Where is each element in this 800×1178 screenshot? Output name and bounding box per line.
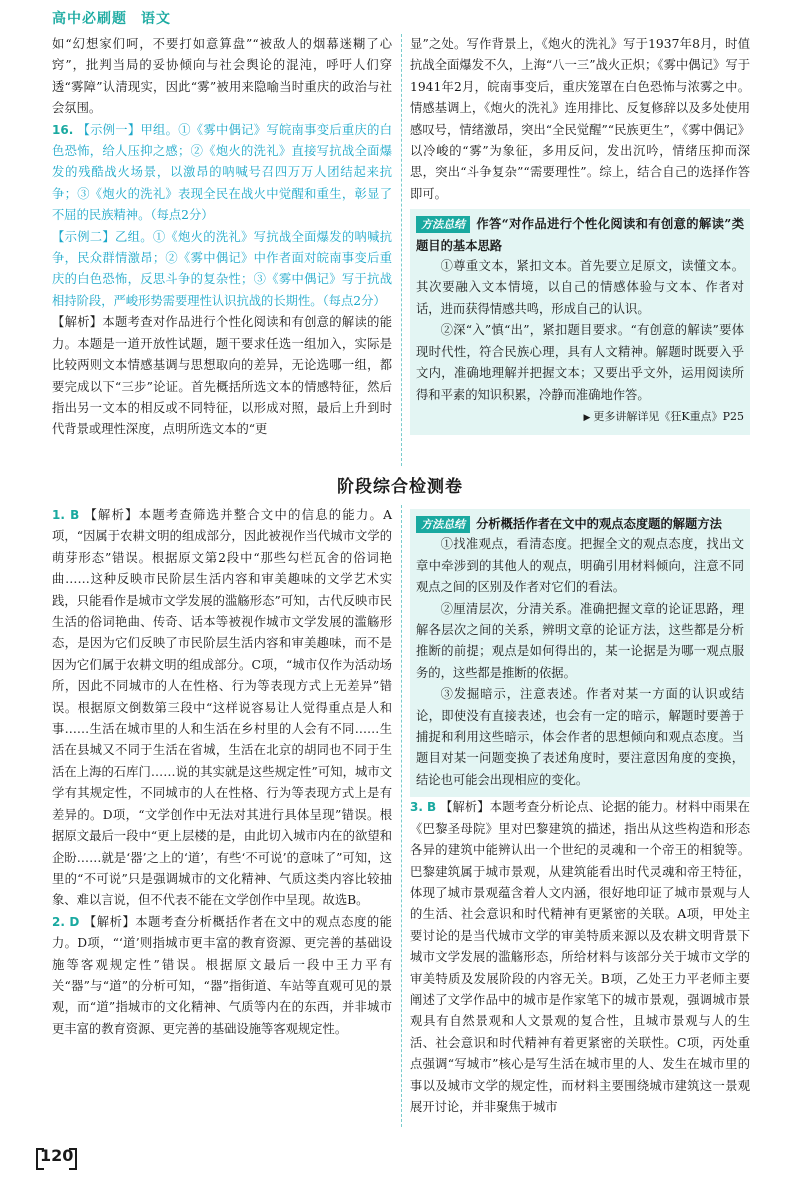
method-summary-box-bottom bbox=[410, 509, 750, 797]
method-point-b: ②厘清层次，分清关系。准确把握文章的论证思路，理解各层次之间的关系，辨明文章的论证方法，这些都是分析推断的前提；观点是如何得出的，某一论据是为哪一观点服务的，这些都是推断的依据。 bbox=[416, 601, 744, 680]
subject-title: 语文 bbox=[141, 11, 171, 27]
q16-number: 16. bbox=[52, 122, 74, 137]
q3-block bbox=[410, 797, 750, 1118]
method-summary-badge-2: 方法总结 bbox=[416, 516, 470, 533]
method-point-2: ②深“入”慎“出”，紧扣题目要求。“有创意的解读”要体现时代性，符合民族心理，具有人文精神。解题时既要入乎文内，准确地理解并把握文本；又要出乎文外，运用阅读所得和平素的知识积累，冷静而准确地作答。 bbox=[416, 323, 744, 402]
q1-block bbox=[52, 505, 392, 912]
method-summary-title: 作答“对作品进行个性化阅读和有创意的解读”类题目的基本思路 bbox=[416, 216, 744, 253]
method-summary-badge: 方法总结 bbox=[416, 216, 470, 233]
method-summary-heading-2 bbox=[416, 513, 744, 534]
q1-text: 【解析】本题考查筛选并整合文中的信息的能力。A项，“因属于农耕文明的组成部分，因此被视作当代城市文学的萌芽形态”错误。根据原文第2段中“那些勾栏瓦舍的俗词艳曲……这种反映市民阶层生活内容和审美趣味的文学艺术实践，只能看作是城市文学发展的滥觞形态”可知，古代反映市民生活的俗词艳曲、传奇、话本等被视作城市文学发展的滥觞形态，是因为它们反映了市民阶层生活内容和审美趣味，而不是因为它们属于农耕文明的组成部分。C项，“城市仅作为活动场所，因此不同城市的人在性格、行为等表现方式上无差异”错误。根据原文倒数第三段中“这样说容易让人觉得重点是人和事……生活在城市里的人和生活在乡村里的人会有不同……生活在县城又不同于生活在省城，生活在北京的胡同也不同于生活在上海的石库门……说的其实就是这些规定性”可知，城市文学有其规定性，不同城市的人在性格、行为等表现方式上是有差异的。D项，“文学创作中无法对其进行具体呈现”错误。根据原文最后一段中“更上层楼的是，由此切入城市内在的欲望和企盼……就是‘器’之上的‘道’，有些‘不可说’的意味了”可知，这里的“不可说”只是强调城市的文化精神、气质这类内容比较抽象、难以言说，但不代表不能在文学创作中呈现。故选B。 bbox=[52, 508, 392, 908]
method-summary-title-2: 分析概括作者在文中的观点态度题的解题方法 bbox=[476, 516, 722, 531]
method-point-a: ①找准观点，看清态度。把握全文的观点态度，找出文章中牵涉到的其他人的观点，明确引用材料倾向，注意不同观点之间的区别及作者对它们的看法。 bbox=[416, 537, 744, 595]
q16-analysis: 【解析】本题考查对作品进行个性化阅读和有创意的解读的能力。本题是一道开放性试题，题干要求任选一组加入，实际是比较两则文本情感基调与思想取向的差异，无论选哪一组，都要完成以下“三步”论证。首先概括所选文本的情感特征，然后指出另一文本的相反或不同特征，以形成对照，最后上升到时代背景或理性深度，点明所选文本的“更 bbox=[52, 315, 392, 437]
bottom-left-column bbox=[52, 505, 392, 1040]
reference-text: 更多讲解详见《狂K重点》P25 bbox=[593, 409, 744, 423]
method-summary-box-top bbox=[410, 209, 750, 435]
top-right-column bbox=[410, 34, 750, 435]
page-number: 120 bbox=[40, 1146, 74, 1165]
q16-example-one-text: 【示例一】甲组。①《雾中偶记》写皖南事变后重庆的白色恐怖，给人压抑之感；②《炮火的洗礼》直接写抗战全面爆发的残酷战火场景，以激昂的呐喊号召四万万人团结起来抗争；③《炮火的洗礼》表现全民在战火中觉醒和重生，彰显了不屈的民族精神。（每点2分） bbox=[52, 122, 392, 223]
q1-answer: B bbox=[70, 508, 80, 522]
q16-example-two: 【示例二】乙组。①《炮火的洗礼》写抗战全面爆发的呐喊抗争，民众群情激昂；②《雾中偶记》中作者面对皖南事变后重庆的白色恐怖，反思斗争的复杂性；③《雾中偶记》写于抗战相持阶段，严峻形势需要理性认识抗战的长期性。（每点2分） bbox=[52, 229, 392, 308]
section-title: 阶段综合检测卷 bbox=[337, 477, 463, 497]
q2-answer: D bbox=[69, 914, 80, 929]
column-divider-bottom bbox=[401, 505, 402, 1127]
method-point-1: ①尊重文本，紧扣文本。首先要立足原文，读懂文本。其次要融入文本情境，以自己的情感体验与文本、作者对话，进而获得情感共鸣，形成自己的认识。 bbox=[416, 259, 744, 316]
top-left-column bbox=[52, 34, 392, 441]
q1-number: 1. bbox=[52, 508, 65, 522]
q16-example-one bbox=[52, 120, 392, 227]
q3-text: 【解析】本题考查分析论点、论据的能力。材料中雨果在《巴黎圣母院》里对巴黎建筑的描述，指出从这些构造和形态各异的建筑中能辨认出一个世纪的灵魂和一个帝王的相貌等。巴黎建筑属于城市景观，从建筑能看出时代灵魂和帝王特征，体现了城市景观蕴含着人文内涵，很好地印证了城市景观与人的生活、社会意识和时代精神有更紧密的关联。A项，甲处主要讨论的是当代城市文学的审美特质来源以及农耕文明背景下城市文学发展的滥觞形态，所给材料与该部分关于城市文学的审美特质及发展阶段的内容无关。B项，乙处王力平老师主要阐述了文学作品中的城市是作家笔下的城市景观，强调城市景观具有自然景观和人文景观的复合性，且城市景观与人的生活、社会意识和时代精神有着更紧密的关联性。C项，丙处重点强调“写城市”核心是写生活在城市里的人、发生在城市里的事以及城市文学的规定性，而材料主要围绕城市建筑这一景观展开讨论，并非聚焦于城市 bbox=[410, 800, 750, 1114]
method-point-c: ③发掘暗示，注意表述。作者对某一方面的认识或结论，即使没有直接表述，也会有一定的暗示，解题时要善于捕捉和利用这些暗示，体会作者的思想倾向和观点态度。当题目对某一问题变换了表述角度时，要注意因角度的变换，结论也可能会出现相应的变化。 bbox=[416, 687, 744, 787]
q2-text: 【解析】本题考查分析概括作者在文中的观点态度的能力。D项，“‘道’则指城市更丰富的教育资源、更完善的基础设施等客观规定性”错误。根据原文最后一段中王力平有关“器”与“道”的分析可知，“器”指街道、车站等直观可见的景观，而“道”指城市的文化精神、气质等内在的东西，并非城市更丰富的教育资源、更完善的基础设施等客观规定性。 bbox=[52, 914, 392, 1036]
intro-paragraph: 如“幻想家们呵，不要打如意算盘”“被敌人的烟幕迷糊了心窍”，批判当局的妥协倾向与社会舆论的混沌，呼吁人们穿透“雾障”认清现实，因此“雾”被用来隐喻当时重庆的政治与社会氛围。 bbox=[52, 37, 392, 116]
q2-number: 2. bbox=[52, 914, 65, 929]
continuation-paragraph: 显”之处。写作背景上，《炮火的洗礼》写于1937年8月，时值抗战全面爆发不久，上海“八一三”战火正炽；《雾中偶记》写于1941年2月，皖南事变后，重庆笼罩在白色恐怖与浓雾之中。情感基调上，《炮火的洗礼》连用排比、反复修辞以及多处使用感叹号，情绪激昂，突出“全民觉醒”“民族更生”，《雾中偶记》以冷峻的“雾”为象征，多用反问，发出沉吟，情绪压抑而深思，突出“斗争复杂”“需要理性”。综上，结合自己的选择作答即可。 bbox=[410, 37, 750, 201]
reference-note bbox=[416, 406, 744, 429]
method-summary-heading bbox=[416, 213, 744, 256]
triangle-right-icon: ▶ bbox=[583, 412, 591, 423]
page-header bbox=[52, 8, 171, 28]
bottom-right-column bbox=[410, 505, 750, 1118]
q3-number: 3. bbox=[410, 800, 423, 815]
q2-block bbox=[52, 912, 392, 1040]
q3-answer: B bbox=[426, 800, 437, 815]
column-divider-top bbox=[401, 34, 402, 466]
book-title: 高中必刷题 bbox=[52, 11, 127, 27]
